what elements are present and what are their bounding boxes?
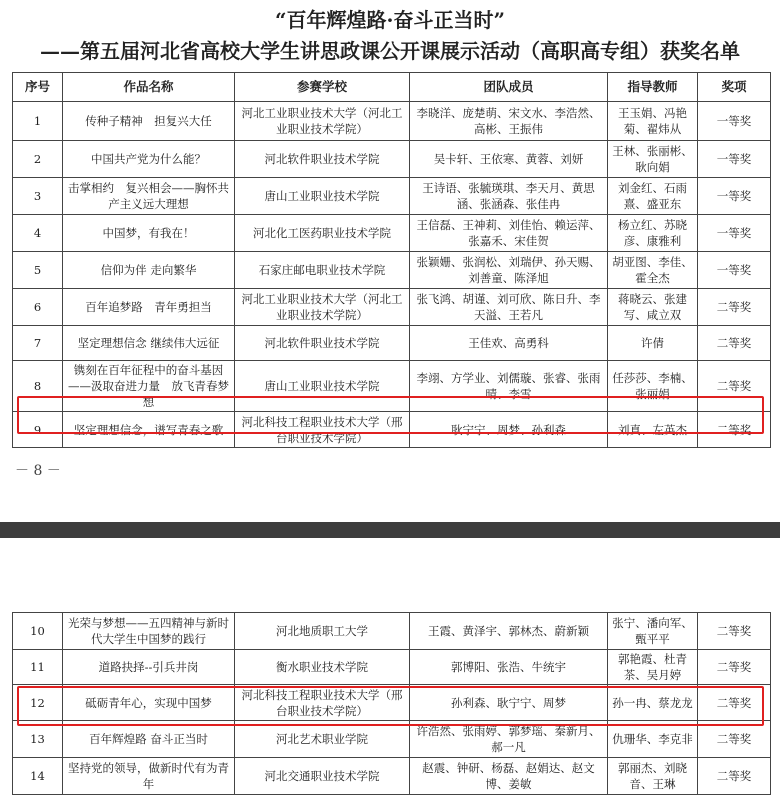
cell-advisor: 孙一冉、蔡龙龙 xyxy=(608,685,698,721)
document-subtitle: ——第五届河北省高校大学生讲思政课公开课展示活动（高职高专组）获奖名单 xyxy=(40,39,740,63)
cell-award: 二等奖 xyxy=(698,412,771,448)
cell-team: 许浩然、张雨婷、郭梦瑶、秦新月、郝一凡 xyxy=(410,721,608,758)
cell-work: 光荣与梦想——五四精神与新时代大学生中国梦的践行 xyxy=(63,613,235,650)
cell-no: 2 xyxy=(13,141,63,178)
page-separator xyxy=(0,522,780,538)
cell-school: 衡水职业技术学院 xyxy=(235,650,410,685)
cell-advisor: 许倩 xyxy=(608,326,698,361)
table-row xyxy=(13,102,771,141)
cell-school: 唐山工业职业技术学院 xyxy=(235,361,410,412)
cell-award: 二等奖 xyxy=(698,361,771,412)
header-award: 奖项 xyxy=(698,73,771,102)
highlight-box-row-12 xyxy=(17,686,764,726)
cell-team: 郭博阳、张浩、牛统宇 xyxy=(410,650,608,685)
cell-work: 镌刻在百年征程中的奋斗基因——汲取奋进力量 放飞青春梦想 xyxy=(63,361,235,412)
cell-school: 河北地质职工大学 xyxy=(235,613,410,650)
cell-team: 耿宁宁、周梦、孙利森 xyxy=(410,412,608,448)
cell-award: 二等奖 xyxy=(698,613,771,650)
table-row xyxy=(13,141,771,178)
cell-team: 赵震、钟研、杨磊、赵娟达、赵文博、姜敏 xyxy=(410,758,608,795)
cell-team: 王霞、黄泽宇、郭林杰、蔚新颖 xyxy=(410,613,608,650)
cell-no: 4 xyxy=(13,215,63,252)
cell-school: 河北软件职业技术学院 xyxy=(235,326,410,361)
cell-school: 石家庄邮电职业技术学院 xyxy=(235,252,410,289)
cell-no: 6 xyxy=(13,289,63,326)
cell-advisor: 胡亚图、李佳、霍全杰 xyxy=(608,252,698,289)
cell-advisor: 刘真、左英杰 xyxy=(608,412,698,448)
cell-no: 14 xyxy=(13,758,63,795)
cell-advisor: 王林、张丽彬、耿向娟 xyxy=(608,141,698,178)
cell-work: 中国梦，有我在！ xyxy=(63,215,235,252)
cell-advisor: 仇珊华、李克非 xyxy=(608,721,698,758)
cell-school: 河北工业职业技术大学（河北工业职业技术学院） xyxy=(235,102,410,141)
cell-award: 一等奖 xyxy=(698,141,771,178)
cell-school: 河北科技工程职业技术大学（邢台职业技术学院） xyxy=(235,412,410,448)
header-school: 参赛学校 xyxy=(235,73,410,102)
table-row xyxy=(13,215,771,252)
table-header-row xyxy=(13,73,771,102)
table-row xyxy=(13,613,771,650)
cell-school: 河北软件职业技术学院 xyxy=(235,141,410,178)
table-row xyxy=(13,289,771,326)
cell-no: 12 xyxy=(13,685,63,721)
cell-work: 中国共产党为什么能？ xyxy=(63,141,235,178)
cell-award: 一等奖 xyxy=(698,102,771,141)
cell-advisor: 郭丽杰、刘晓音、王琳 xyxy=(608,758,698,795)
table-row xyxy=(13,252,771,289)
cell-work: 道路抉择--引兵井岗 xyxy=(63,650,235,685)
cell-advisor: 杨立红、苏晓彦、康雅利 xyxy=(608,215,698,252)
header-advisor: 指导教师 xyxy=(608,73,698,102)
cell-no: 7 xyxy=(13,326,63,361)
header-work: 作品名称 xyxy=(63,73,235,102)
cell-advisor: 任莎莎、李楠、张丽娟 xyxy=(608,361,698,412)
table-row xyxy=(13,178,771,215)
cell-team: 孙利森、耿宁宁、周梦 xyxy=(410,685,608,721)
cell-no: 9 xyxy=(13,412,63,448)
cell-no: 11 xyxy=(13,650,63,685)
cell-award: 二等奖 xyxy=(698,758,771,795)
table-row xyxy=(13,721,771,758)
cell-team: 张颖姗、张润松、刘瑞伊、孙天赐、刘善童、陈泽旭 xyxy=(410,252,608,289)
cell-work: 坚持党的领导，做新时代有为青年 xyxy=(63,758,235,795)
cell-team: 王佳欢、高勇科 xyxy=(410,326,608,361)
cell-team: 李晓洋、庞楚萌、宋文水、李浩然、高彬、王振伟 xyxy=(410,102,608,141)
cell-award: 二等奖 xyxy=(698,326,771,361)
cell-award: 一等奖 xyxy=(698,252,771,289)
cell-work: 信仰为伴 走向繁华 xyxy=(63,252,235,289)
header-no: 序号 xyxy=(13,73,63,102)
cell-award: 二等奖 xyxy=(698,650,771,685)
cell-team: 王诗语、张毓瑛琪、李天月、黄思涵、张涵森、张佳冉 xyxy=(410,178,608,215)
cell-no: 1 xyxy=(13,102,63,141)
cell-school: 河北科技工程职业技术大学（邢台职业技术学院） xyxy=(235,685,410,721)
highlight-box-row-9 xyxy=(17,396,764,434)
cell-award: 一等奖 xyxy=(698,215,771,252)
cell-advisor: 张宁、潘向军、甄平平 xyxy=(608,613,698,650)
cell-award: 二等奖 xyxy=(698,721,771,758)
cell-work: 百年追梦路 青年勇担当 xyxy=(63,289,235,326)
cell-no: 5 xyxy=(13,252,63,289)
cell-no: 10 xyxy=(13,613,63,650)
page-number: － 8 － xyxy=(15,463,61,479)
table-row xyxy=(13,650,771,685)
award-table-page1 xyxy=(12,72,771,448)
cell-advisor: 王玉娟、冯艳菊、翟炜从 xyxy=(608,102,698,141)
cell-school: 河北艺术职业学院 xyxy=(235,721,410,758)
cell-advisor: 郭艳霞、杜青茶、吴月婷 xyxy=(608,650,698,685)
cell-work: 砥砺青年心，实现中国梦 xyxy=(63,685,235,721)
cell-team: 张飞鸿、胡谨、刘可欣、陈日升、李天溢、王若凡 xyxy=(410,289,608,326)
table-row xyxy=(13,326,771,361)
cell-no: 8 xyxy=(13,361,63,412)
cell-school: 河北交通职业技术学院 xyxy=(235,758,410,795)
document-title: “百年辉煌路·奋斗正当时” xyxy=(275,8,505,32)
cell-work: 坚定理想信念，谱写青春之歌 xyxy=(63,412,235,448)
cell-school: 河北工业职业技术大学（河北工业职业技术学院） xyxy=(235,289,410,326)
cell-team: 王信磊、王神莉、刘佳怡、赖运萍、张嘉禾、宋佳贺 xyxy=(410,215,608,252)
cell-advisor: 蒋晓云、张建写、咸立双 xyxy=(608,289,698,326)
cell-no: 3 xyxy=(13,178,63,215)
table-row xyxy=(13,758,771,795)
cell-school: 唐山工业职业技术学院 xyxy=(235,178,410,215)
cell-school: 河北化工医药职业技术学院 xyxy=(235,215,410,252)
cell-award: 一等奖 xyxy=(698,178,771,215)
cell-award: 二等奖 xyxy=(698,289,771,326)
header-team: 团队成员 xyxy=(410,73,608,102)
cell-award: 二等奖 xyxy=(698,685,771,721)
cell-work: 传种子精神 担复兴大任 xyxy=(63,102,235,141)
cell-team: 李翊、方学业、刘儒璇、张睿、张雨晴、李雪 xyxy=(410,361,608,412)
cell-work: 击掌相约 复兴相会——胸怀共产主义远大理想 xyxy=(63,178,235,215)
cell-no: 13 xyxy=(13,721,63,758)
cell-work: 百年辉煌路 奋斗正当时 xyxy=(63,721,235,758)
cell-team: 吴卡轩、王依寒、黄蓉、刘妍 xyxy=(410,141,608,178)
cell-work: 坚定理想信念 继续伟大远征 xyxy=(63,326,235,361)
cell-advisor: 刘金红、石雨熹、盛亚东 xyxy=(608,178,698,215)
